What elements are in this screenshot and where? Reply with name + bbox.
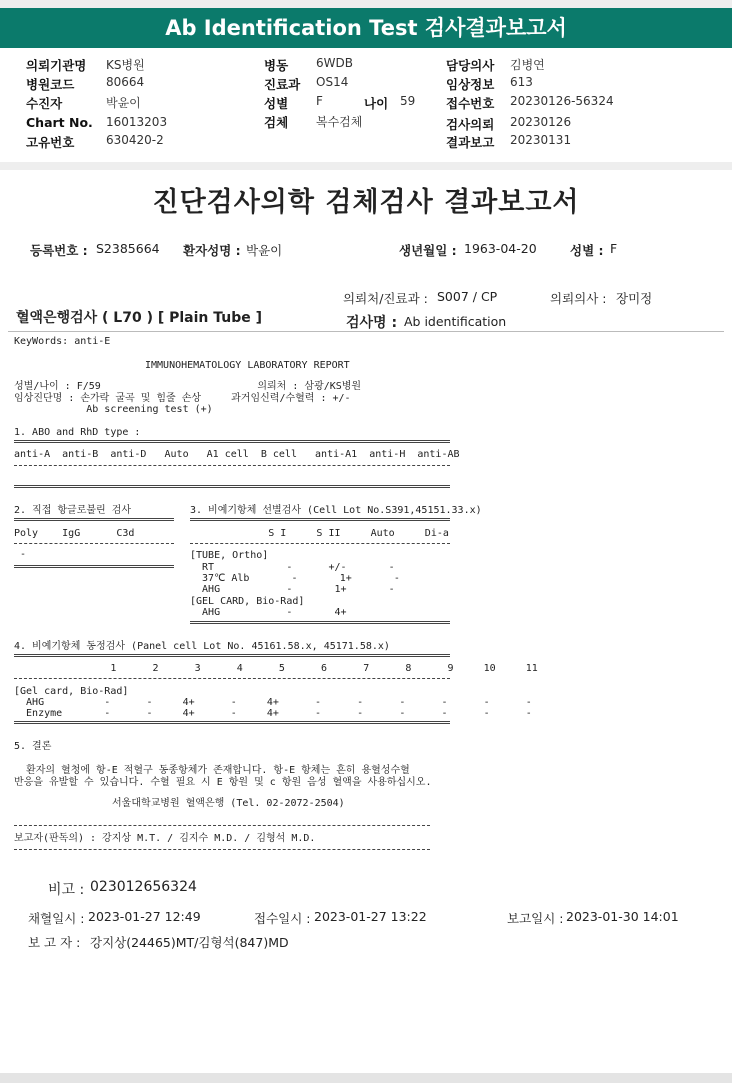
note-value: 023012656324 <box>90 879 197 895</box>
receive-value: 2023-01-27 13:22 <box>314 909 427 924</box>
header-label: 검사의뢰 <box>446 117 495 132</box>
collect-value: 2023-01-27 12:49 <box>88 909 201 924</box>
header-label: 진료과 <box>264 77 301 92</box>
panel-row: Enzyme - - 4+ - 4+ - - - - - - <box>14 708 532 719</box>
dat-header: Poly IgG C3d <box>14 528 135 539</box>
receive-label: 접수일시 : <box>254 911 311 926</box>
double-rule <box>14 518 174 521</box>
header-label: 성별 <box>264 96 289 111</box>
collect-label: 채혈일시 : <box>28 911 85 926</box>
header-value: 80664 <box>106 75 145 89</box>
reg-label: 등록번호 : <box>30 243 88 258</box>
banner-title: Ab Identification Test 검사결과보고서 <box>0 8 732 48</box>
dash-rule <box>190 543 450 544</box>
header-value: 박윤이 <box>106 96 141 110</box>
header-label: 담당의사 <box>446 58 495 73</box>
section2-title: 2. 직접 항글로불린 검사 <box>14 505 132 516</box>
header-label: 접수번호 <box>446 96 495 111</box>
double-rule <box>190 621 450 624</box>
dash-rule <box>14 849 430 850</box>
dept-value: S007 / CP <box>437 289 498 304</box>
keywords: KeyWords: anti-E <box>14 336 111 347</box>
panel-row: [Gel card, Bio-Rad] <box>14 686 129 697</box>
dash-rule <box>14 825 430 826</box>
dash-rule <box>14 543 174 544</box>
dat-value: - <box>14 549 27 560</box>
double-rule <box>14 440 450 443</box>
header-label: 수진자 <box>26 96 63 111</box>
header-label: 병원코드 <box>26 77 75 92</box>
doctor-value: 장미정 <box>616 291 653 306</box>
header-label: Chart No. <box>26 115 93 130</box>
header-label: 임상정보 <box>446 77 495 92</box>
double-rule <box>14 721 450 724</box>
report-time-label: 보고일시 : <box>507 911 564 926</box>
section4-title: 4. 비예기항체 동정검사 (Panel cell Lot No. 45161.58.x, 45171.58.x) <box>14 641 390 652</box>
lab-report-title: IMMUNOHEMATOLOGY LABORATORY REPORT <box>145 360 350 371</box>
age-label: 나이 <box>364 96 389 111</box>
dash-rule <box>14 678 450 679</box>
conclusion-line: 환자의 혈청에 항-E 적혈구 동종항체가 존재합니다. 항-E 항체는 흔히 용혈성수혈 <box>14 765 410 776</box>
note-label: 비고 : <box>48 882 85 898</box>
page-bottom-strip <box>0 1073 732 1083</box>
header-value: KS병원 <box>106 58 145 72</box>
test-group: 혈액은행검사 ( L70 ) [ Plain Tube ] <box>16 310 263 326</box>
double-rule <box>14 654 450 657</box>
header-label: 병동 <box>264 58 289 73</box>
demographics-line: 임상진단명 : 손가락 굴곡 및 힘줄 손상 과거임신력/수혈력 : +/- <box>14 393 351 404</box>
conclusion-line: 반응을 유발할 수 있습니다. 수혈 필요 시 E 항원 및 c 항원 음성 혈액을 사용하십시오. <box>14 777 432 788</box>
panel-header: 1 2 3 4 5 6 7 8 9 10 11 <box>14 663 538 674</box>
patient-name-label: 환자성명 : <box>183 243 241 258</box>
sex-value: F <box>610 241 618 256</box>
dash-rule <box>14 465 450 466</box>
double-rule <box>14 485 450 488</box>
report-title: 진단검사의학 검체검사 결과보고서 <box>152 187 580 218</box>
header-value: 613 <box>510 75 533 89</box>
section3-title: 3. 비예기항체 선별검사 (Cell Lot No.S391,45151.33.x) <box>190 505 482 516</box>
sex-label: 성별 : <box>570 243 604 258</box>
screen-row: AHG - 1+ - <box>190 584 395 595</box>
abo-header: anti-A anti-B anti-D Auto A1 cell B cell anti-A1 anti-H anti-AB <box>14 449 460 460</box>
screen-row: [TUBE, Ortho] <box>190 550 269 561</box>
header-label: 결과보고 <box>446 135 495 150</box>
panel-row: AHG - - 4+ - 4+ - - - - - - <box>14 697 532 708</box>
header-value: 20230126 <box>510 115 572 129</box>
section5-title: 5. 결론 <box>14 741 52 752</box>
screen-row: AHG - 4+ <box>190 607 347 618</box>
header-value: 20230131 <box>510 133 572 147</box>
test-name-value: Ab identification <box>404 314 507 329</box>
dob-value: 1963-04-20 <box>464 241 537 256</box>
screen-row: RT - +/- - <box>190 562 395 573</box>
age-value: 59 <box>400 94 416 108</box>
header-label: 고유번호 <box>26 135 75 150</box>
header-info-panel <box>0 48 732 162</box>
double-rule <box>14 565 174 568</box>
screen-row: [GEL CARD, Bio-Rad] <box>190 596 305 607</box>
header-label: 의뢰기관명 <box>26 58 87 73</box>
test-name-label: 검사명 : <box>346 315 398 331</box>
header-value: 16013203 <box>106 115 168 129</box>
header-value: 630420-2 <box>106 133 164 147</box>
reporter-label: 보 고 자 : <box>28 935 81 950</box>
reporter-value: 강지상(24465)MT/김형석(847)MD <box>90 935 289 950</box>
screen-header: S I S II Auto Di-a <box>190 528 449 539</box>
screen-row: 37℃ Alb - 1+ - <box>190 573 400 584</box>
lab-signature: 서울대학교병원 혈액은행 (Tel. 02-2072-2504) <box>112 798 345 809</box>
reporter-line: 보고자(판독의) : 강지상 M.T. / 김지수 M.D. / 김형석 M.D. <box>14 833 316 844</box>
double-rule <box>190 518 450 521</box>
doctor-label: 의뢰의사 : <box>550 291 607 306</box>
divider <box>8 331 724 332</box>
header-label: 검체 <box>264 115 289 130</box>
header-value: F <box>316 94 323 108</box>
header-value: 20230126-56324 <box>510 94 614 108</box>
section1-title: 1. ABO and RhD type : <box>14 427 141 438</box>
header-value: 복수검체 <box>316 115 363 129</box>
header-value: 6WDB <box>316 56 353 70</box>
report-time-value: 2023-01-30 14:01 <box>566 909 679 924</box>
header-value: 김병연 <box>510 58 545 72</box>
reg-value: S2385664 <box>96 241 160 256</box>
dob-label: 생년월일 : <box>399 243 457 258</box>
header-value: OS14 <box>316 75 349 89</box>
patient-name-value: 박윤이 <box>246 243 283 258</box>
demographics-line: 성별/나이 : F/59 의뢰처 : 삼광/KS병원 <box>14 381 362 392</box>
dept-label: 의뢰처/진료과 : <box>343 291 428 306</box>
demographics-line: Ab screening test (+) <box>14 404 213 415</box>
